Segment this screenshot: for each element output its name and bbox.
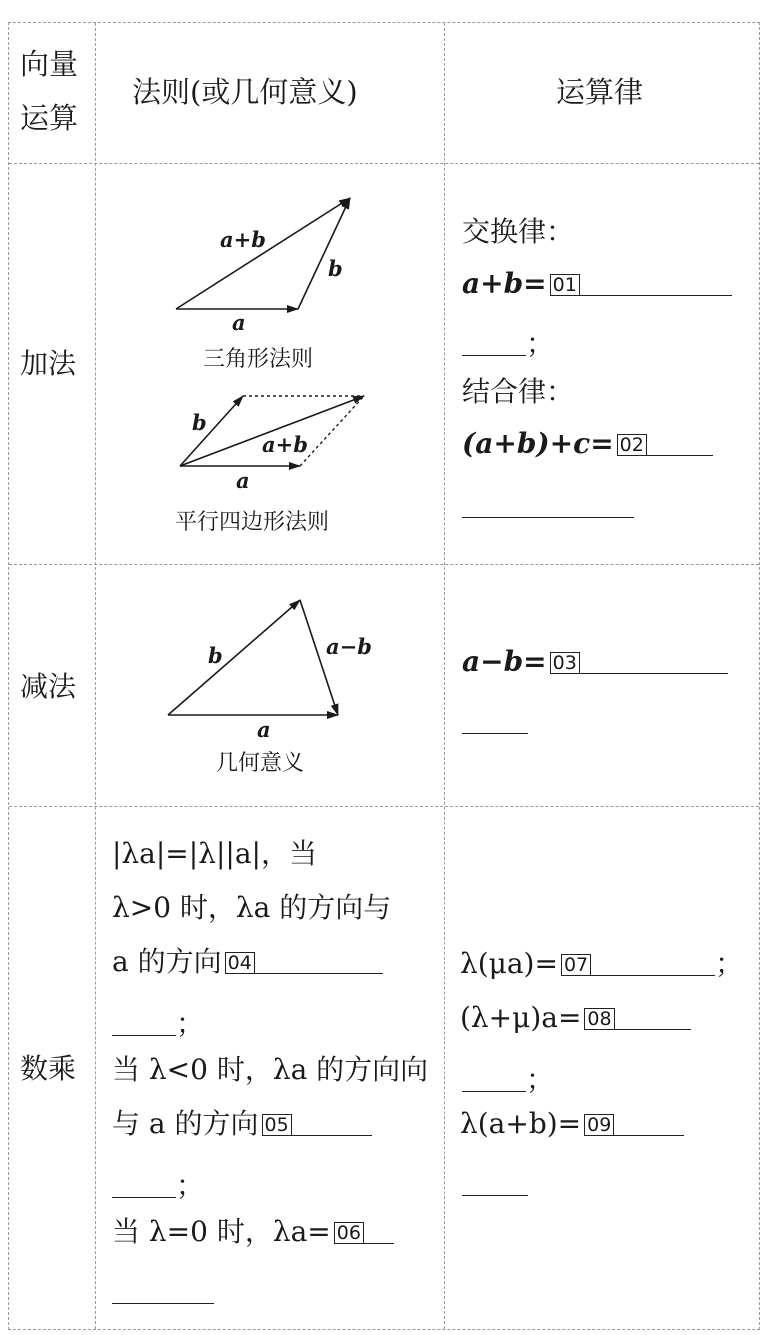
label-a-plus-b: a+b xyxy=(220,227,266,252)
scalar-rule-line7: ； xyxy=(112,1172,204,1200)
blank-number-box: 01 xyxy=(550,274,580,296)
commutative-law-continuation: ； xyxy=(462,330,554,358)
commutative-law-expr: a+b= 01 xyxy=(462,270,732,298)
header-col2: 法则(或几何意义) xyxy=(132,75,358,109)
subtraction-expr: a−b= 03 xyxy=(462,648,728,676)
row-label-subtraction: 减法 xyxy=(20,670,77,703)
blank-number-box: 08 xyxy=(584,1008,614,1030)
scalar-rule-line5: 当 λ<0 时，λa 的方向向 xyxy=(112,1053,429,1086)
answer-blank-line xyxy=(462,1195,528,1196)
blank-number-box: 06 xyxy=(334,1222,364,1244)
vector-b xyxy=(180,396,243,466)
scalar-rule-line6: 与 a 的方向 05 xyxy=(112,1110,372,1138)
scalar-rule-line3: a 的方向 04 xyxy=(112,948,383,976)
blank-number-box: 04 xyxy=(225,952,255,974)
scalar-rule-line4: ； xyxy=(112,1010,204,1038)
scalar-law-line3: ； xyxy=(462,1066,554,1094)
scalar-law-line4: λ(a+b)= 09 xyxy=(460,1110,684,1138)
label-a: a xyxy=(236,468,250,493)
answer-blank-line xyxy=(112,1303,214,1304)
vector-b xyxy=(168,600,300,715)
row-label-scalar-multiplication: 数乘 xyxy=(20,1052,77,1085)
label-a-minus-b: a−b xyxy=(326,634,372,659)
blank-number-box: 09 xyxy=(584,1114,614,1136)
commutative-law-title: 交换律： xyxy=(462,215,575,248)
label-b: b xyxy=(192,410,207,435)
scalar-rule-line8: 当 λ=0 时，λa= 06 xyxy=(112,1218,394,1246)
blank-number-box: 05 xyxy=(262,1114,292,1136)
answer-blank-line xyxy=(462,733,528,734)
answer-blank-line xyxy=(462,517,634,518)
scalar-law-line1: λ(μa)= 07 ； xyxy=(460,947,744,980)
scalar-rule-line2: λ>0 时，λa 的方向与 xyxy=(112,891,392,924)
row-label-addition: 加法 xyxy=(20,347,77,380)
dashed-edge xyxy=(300,396,364,466)
triangle-rule-caption: 三角形法则 xyxy=(203,347,314,372)
label-b: b xyxy=(208,643,223,668)
scalar-law-line2: (λ+μ)a= 08 xyxy=(460,1004,691,1032)
subtraction-caption: 几何意义 xyxy=(216,751,305,776)
scalar-rule-line1: |λa|=|λ||a|，当 xyxy=(112,837,317,870)
label-a: a xyxy=(257,717,271,742)
blank-number-box: 03 xyxy=(550,652,580,674)
blank-number-box: 02 xyxy=(617,434,647,456)
blank-number-box: 07 xyxy=(561,954,591,976)
header-col1-line1: 向量 xyxy=(20,47,79,81)
associative-law-expr: (a+b)+c= 02 xyxy=(462,430,713,458)
header-col3: 运算律 xyxy=(556,75,644,109)
label-b: b xyxy=(328,256,343,281)
header-col1-line2: 运算 xyxy=(20,101,79,135)
parallelogram-rule-caption: 平行四边形法则 xyxy=(175,510,330,535)
label-a: a xyxy=(232,310,246,335)
label-a-plus-b: a+b xyxy=(262,432,308,457)
associative-law-title: 结合律： xyxy=(462,375,575,408)
